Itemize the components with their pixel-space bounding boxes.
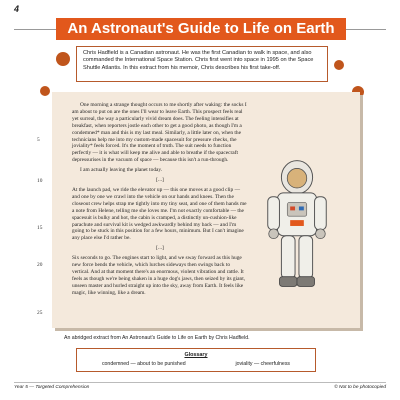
glossary-box [76, 348, 316, 372]
title-rule-left [14, 29, 56, 30]
source-caption: An abridged extract from An Astronaut's Guide to Life on Earth by Chris Hadfield. [64, 335, 250, 341]
extract-panel [52, 92, 360, 328]
title-rule-right [346, 29, 386, 30]
line-number: 25 [37, 310, 43, 316]
intro-box [76, 46, 328, 82]
astronaut-illustration [258, 150, 336, 300]
line-number: 5 [37, 137, 40, 143]
footer-right: © Not to be photocopied [334, 385, 386, 390]
line-number: 20 [37, 262, 43, 268]
line-number: 10 [37, 178, 43, 184]
extract-paragraph-2: I am actually leaving the planet today. [80, 167, 163, 174]
extract-paragraph-3: At the launch pad, we ride the elevator up — this one moves at a good clip — and one by one we crawl into the vehicle on our hands and knees. Then the closeout crew helps strap me tightly into my tiny seat, and one of them hands me a note from Helene, telling me she loves me. I'm not exactly comfortable — the spacesuit is bulky and hot, the cabin is cramped, a distinctly un-cushion-like parachute and survival kit is wedged awkwardly behind my back — and I'm going to be stuck in this position for a few hours, minimum. But I can't imagine any place else I'd rather be. [72, 186, 247, 242]
extract-text [72, 102, 248, 300]
intro-text: Chris Hadfield is a Canadian astronaut. He was the first Canadian to walk in space, and also commanded the International Space Station. Chris first went into space in 1995 on the Space Shuttle Atlantis. In this extract from his memoir, Chris describes his first take-off. [83, 50, 314, 71]
paint-splat-icon [40, 86, 50, 96]
paint-splat-icon [334, 60, 344, 70]
glossary-term: condemned — about to be punished [101, 361, 186, 367]
ellipsis-marker: [...] [156, 177, 164, 184]
extract-paragraph-4: Six seconds to go. The engines start to light, and we sway forward as this huge new force bends the vehicle, which lurches sideways then swings back to vertical. And at that moment there's an enormous, violent vibration and rattle. It feels as though we're being shaken in a huge dog's jaws, then seized by its giant, unseen master and hurled straight up into the sky, away from Earth. It feels like magic, like winning, like a dream. [72, 255, 246, 296]
glossary-title: Glossary [184, 352, 208, 358]
line-number: 15 [37, 225, 43, 231]
glossary-term: joviality — cheerfulness [235, 361, 291, 367]
footer-rule [14, 382, 386, 383]
footer-left: Year 5 — Targeted Comprehension [14, 385, 90, 390]
page-title: An Astronaut's Guide to Life on Earth [56, 18, 346, 40]
glossary-terms [77, 361, 315, 367]
page-number: 4 [14, 4, 20, 14]
paint-splat-icon [56, 52, 70, 66]
extract-paragraph-1: One morning a strange thought occurs to me shortly after waking: the socks I am about to put on are the ones I'll wear to leave Earth. This prospect feels real yet surreal, the way a particularly vivid dream does. The feeling intensifies at breakfast, when reporters jostle each other to get a good photo, as though I'm a condemned* man and this is my last meal. Similarly, a little later on, when the technicians help me into my custom-made spacesuit for pressure checks, the joviality* feels forced. It's the moment of truth. The suit needs to function perfectly — it is what will keep me alive and able to breathe if the spacecraft depressurises in the vacuum of space — because this isn't a run-through. [72, 102, 247, 164]
ellipsis-marker: [...] [156, 245, 164, 252]
